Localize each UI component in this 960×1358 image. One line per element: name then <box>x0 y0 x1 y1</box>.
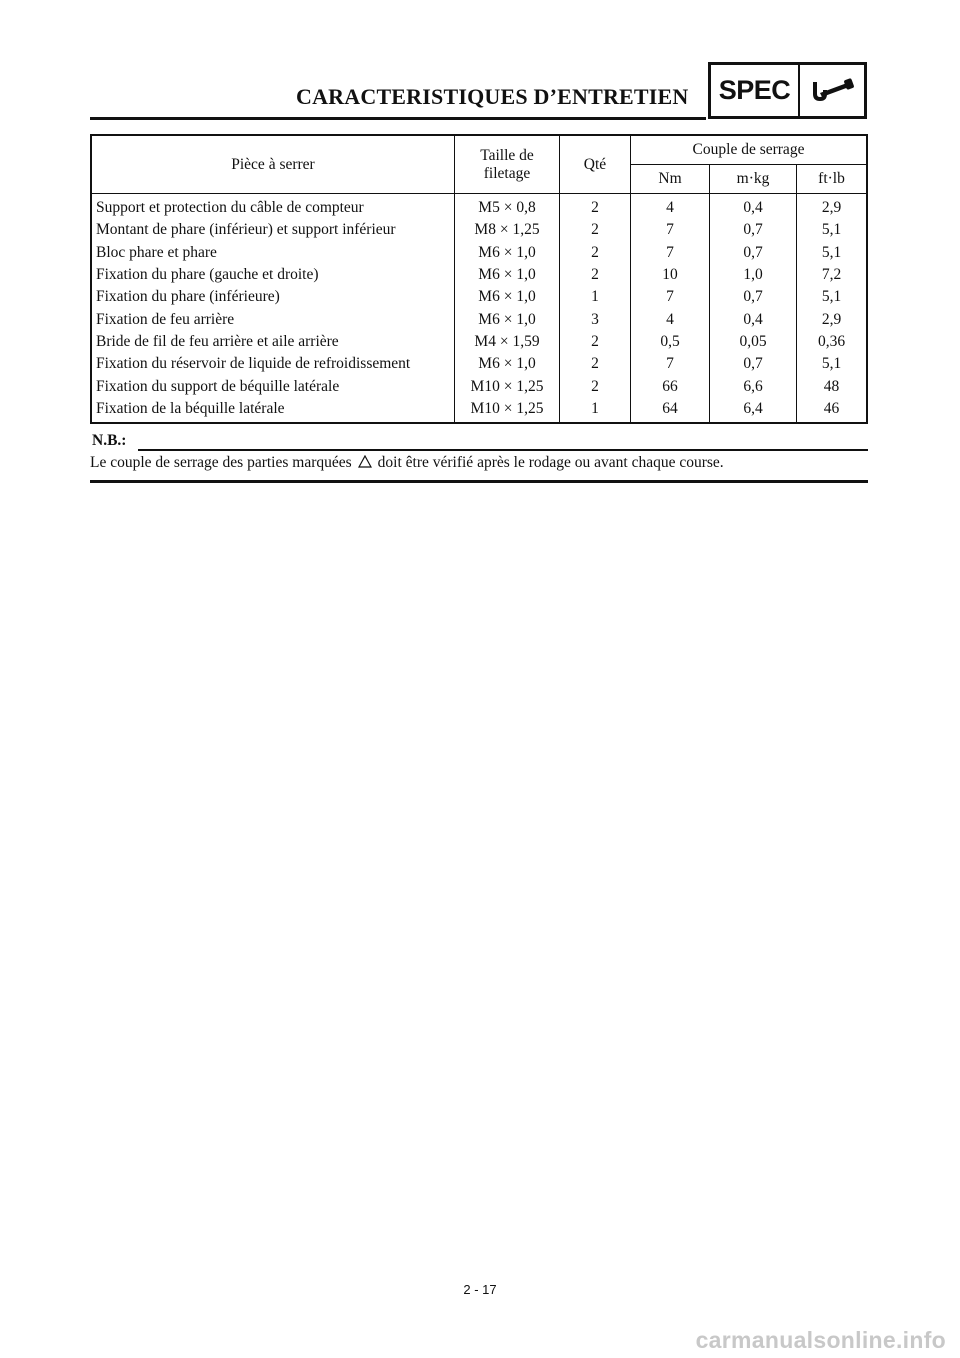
cell-mkg: 0,7 <box>710 242 797 264</box>
cell-mkg: 1,0 <box>710 264 797 286</box>
cell-nm: 64 <box>631 398 710 423</box>
cell-part: Fixation du support de béquille latérale <box>96 377 340 395</box>
table-row <box>91 242 867 264</box>
cell-qty: 2 <box>560 194 631 220</box>
note-bottom-rule <box>90 480 868 483</box>
col-header-thread-size-line1: Taille de <box>480 146 534 164</box>
cell-mkg: 0,4 <box>710 194 797 220</box>
cell-qty: 1 <box>560 398 631 423</box>
note-text <box>90 454 724 473</box>
cell-nm: 7 <box>631 353 710 375</box>
cell-qty: 1 <box>560 286 631 308</box>
cell-size: M8 × 1,25 <box>455 219 560 241</box>
cell-nm: 7 <box>631 219 710 241</box>
cell-nm: 4 <box>631 308 710 330</box>
cell-ftlb: 5,1 <box>797 286 868 308</box>
table-row <box>91 194 867 220</box>
cell-part: Fixation du réservoir de liquide de refroidissement <box>96 355 411 373</box>
cell-part: Fixation du phare (inférieure) <box>96 288 280 306</box>
cell-part: Fixation de la béquille latérale <box>96 399 285 417</box>
cell-ftlb: 7,2 <box>797 264 868 286</box>
cell-qty: 2 <box>560 264 631 286</box>
cell-mkg: 0,7 <box>710 219 797 241</box>
cell-size: M6 × 1,0 <box>455 264 560 286</box>
cell-qty: 2 <box>560 219 631 241</box>
cell-nm: 66 <box>631 375 710 397</box>
col-header-ftlb: ft·lb <box>797 165 868 194</box>
cell-nm: 0,5 <box>631 331 710 353</box>
cell-nm: 10 <box>631 264 710 286</box>
table-row <box>91 308 867 330</box>
note-text-after: doit être vérifié après le rodage ou avant chaque course. <box>377 454 724 471</box>
cell-mkg: 0,7 <box>710 286 797 308</box>
cell-part: Support et protection du câble de compteur <box>96 199 364 217</box>
page-title: CARACTERISTIQUES D’ENTRETIEN <box>296 84 689 109</box>
triangle-mark-icon <box>358 455 372 473</box>
cell-mkg: 6,6 <box>710 375 797 397</box>
table-row <box>91 331 867 353</box>
cell-size: M10 × 1,25 <box>455 375 560 397</box>
note-label: N.B.: <box>92 432 127 449</box>
col-header-part: Pièce à serrer <box>91 135 455 194</box>
cell-ftlb: 46 <box>797 398 868 423</box>
cell-part: Bloc phare et phare <box>96 243 217 261</box>
cell-mkg: 0,05 <box>710 331 797 353</box>
note-text-before: Le couple de serrage des parties marquées <box>90 454 352 471</box>
cell-mkg: 6,4 <box>710 398 797 423</box>
col-header-qty: Qté <box>560 135 631 194</box>
cell-size: M4 × 1,59 <box>455 331 560 353</box>
cell-part: Fixation de feu arrière <box>96 310 235 328</box>
cell-ftlb: 2,9 <box>797 308 868 330</box>
cell-qty: 2 <box>560 353 631 375</box>
table-row <box>91 375 867 397</box>
col-header-torque: Couple de serrage <box>631 135 868 165</box>
cell-ftlb: 5,1 <box>797 242 868 264</box>
cell-mkg: 0,4 <box>710 308 797 330</box>
cell-nm: 7 <box>631 286 710 308</box>
cell-ftlb: 0,36 <box>797 331 868 353</box>
header-rule <box>90 117 706 120</box>
cell-qty: 3 <box>560 308 631 330</box>
cell-nm: 4 <box>631 194 710 220</box>
col-header-thread-size <box>455 135 560 194</box>
torque-spec-table <box>90 134 868 424</box>
cell-size: M6 × 1,0 <box>455 353 560 375</box>
cell-qty: 2 <box>560 331 631 353</box>
cell-ftlb: 2,9 <box>797 194 868 220</box>
watermark: carmanualsonline.info <box>695 1327 946 1353</box>
cell-qty: 2 <box>560 242 631 264</box>
cell-size: M10 × 1,25 <box>455 398 560 423</box>
cell-ftlb: 5,1 <box>797 219 868 241</box>
table-row <box>91 219 867 241</box>
cell-size: M5 × 0,8 <box>455 194 560 220</box>
page-number: 2 - 17 <box>463 1282 497 1297</box>
cell-ftlb: 5,1 <box>797 353 868 375</box>
note-rule <box>138 449 868 451</box>
cell-ftlb: 48 <box>797 375 868 397</box>
cell-part: Bride de fil de feu arrière et aile arrière <box>96 332 339 350</box>
spec-badge <box>708 62 867 119</box>
table-row <box>91 286 867 308</box>
cell-size: M6 × 1,0 <box>455 286 560 308</box>
cell-part: Fixation du phare (gauche et droite) <box>96 266 319 284</box>
col-header-mkg: m·kg <box>710 165 797 194</box>
spec-label: SPEC <box>711 65 800 116</box>
cell-size: M6 × 1,0 <box>455 242 560 264</box>
cell-part: Montant de phare (inférieur) et support inférieur <box>96 221 396 239</box>
cell-size: M6 × 1,0 <box>455 308 560 330</box>
col-header-thread-size-line2: filetage <box>483 164 531 182</box>
cell-qty: 2 <box>560 375 631 397</box>
cell-mkg: 0,7 <box>710 353 797 375</box>
torque-wrench-icon <box>800 65 864 116</box>
table-row <box>91 398 867 423</box>
col-header-nm: Nm <box>631 165 710 194</box>
table-row <box>91 264 867 286</box>
table-row <box>91 353 867 375</box>
cell-nm: 7 <box>631 242 710 264</box>
